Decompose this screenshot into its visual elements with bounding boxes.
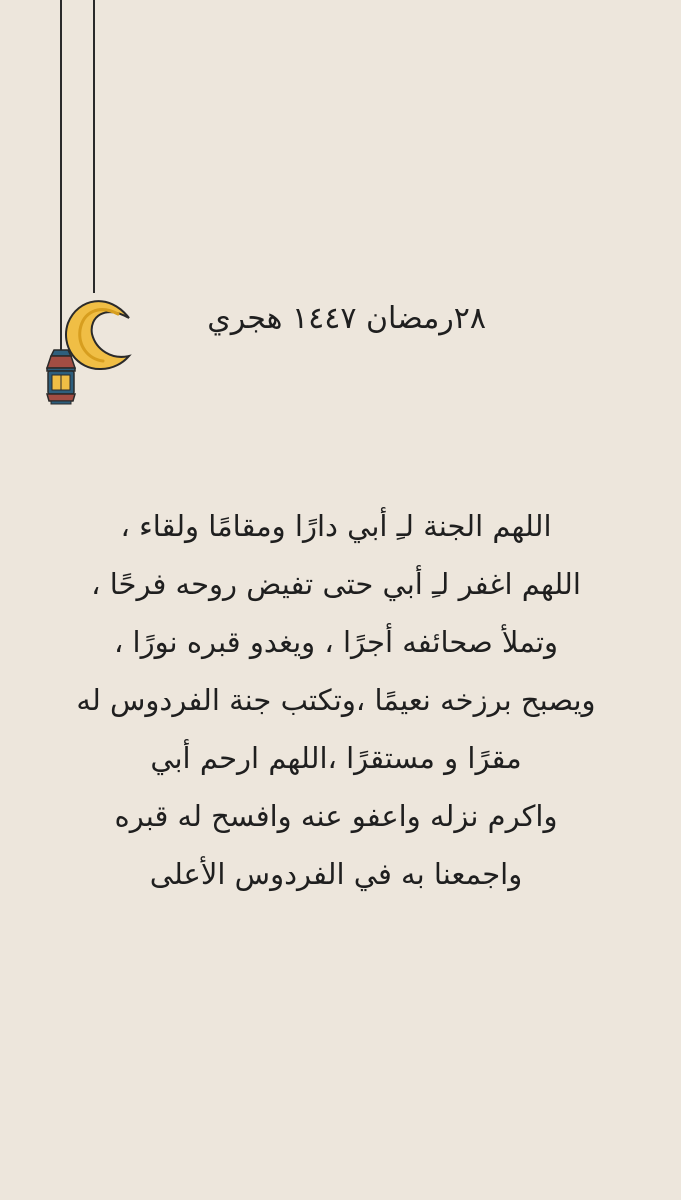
poem-line-4: ويصبح برزخه نعيمًا ،وتكتب جنة الفردوس له (76, 683, 596, 717)
poem-line-1: اللهم الجنة لـِ أبي دارًا ومقامًا ولقاء ، (120, 509, 552, 543)
prayer-poem (62, 497, 610, 903)
crescent-moon-icon (66, 301, 129, 369)
hijri-date-title: ٢٨رمضان ١٤٤٧ هجري (207, 301, 486, 336)
poem-line-7: واجمعنا به في الفردوس الأعلى (149, 857, 523, 891)
poem-line-3: وتملأ صحائفه أجرًا ، ويغدو قبره نورًا ، (113, 625, 559, 659)
poem-line-6: واكرم نزله واعفو عنه وافسح له قبره (114, 799, 558, 833)
poem-line-5: مقرًا و مستقرًا ،اللهم ارحم أبي (150, 741, 522, 775)
lantern-icon (47, 350, 75, 404)
poem-line-2: اللهم اغفر لـِ أبي حتى تفيض روحه فرحًا ، (91, 567, 581, 601)
